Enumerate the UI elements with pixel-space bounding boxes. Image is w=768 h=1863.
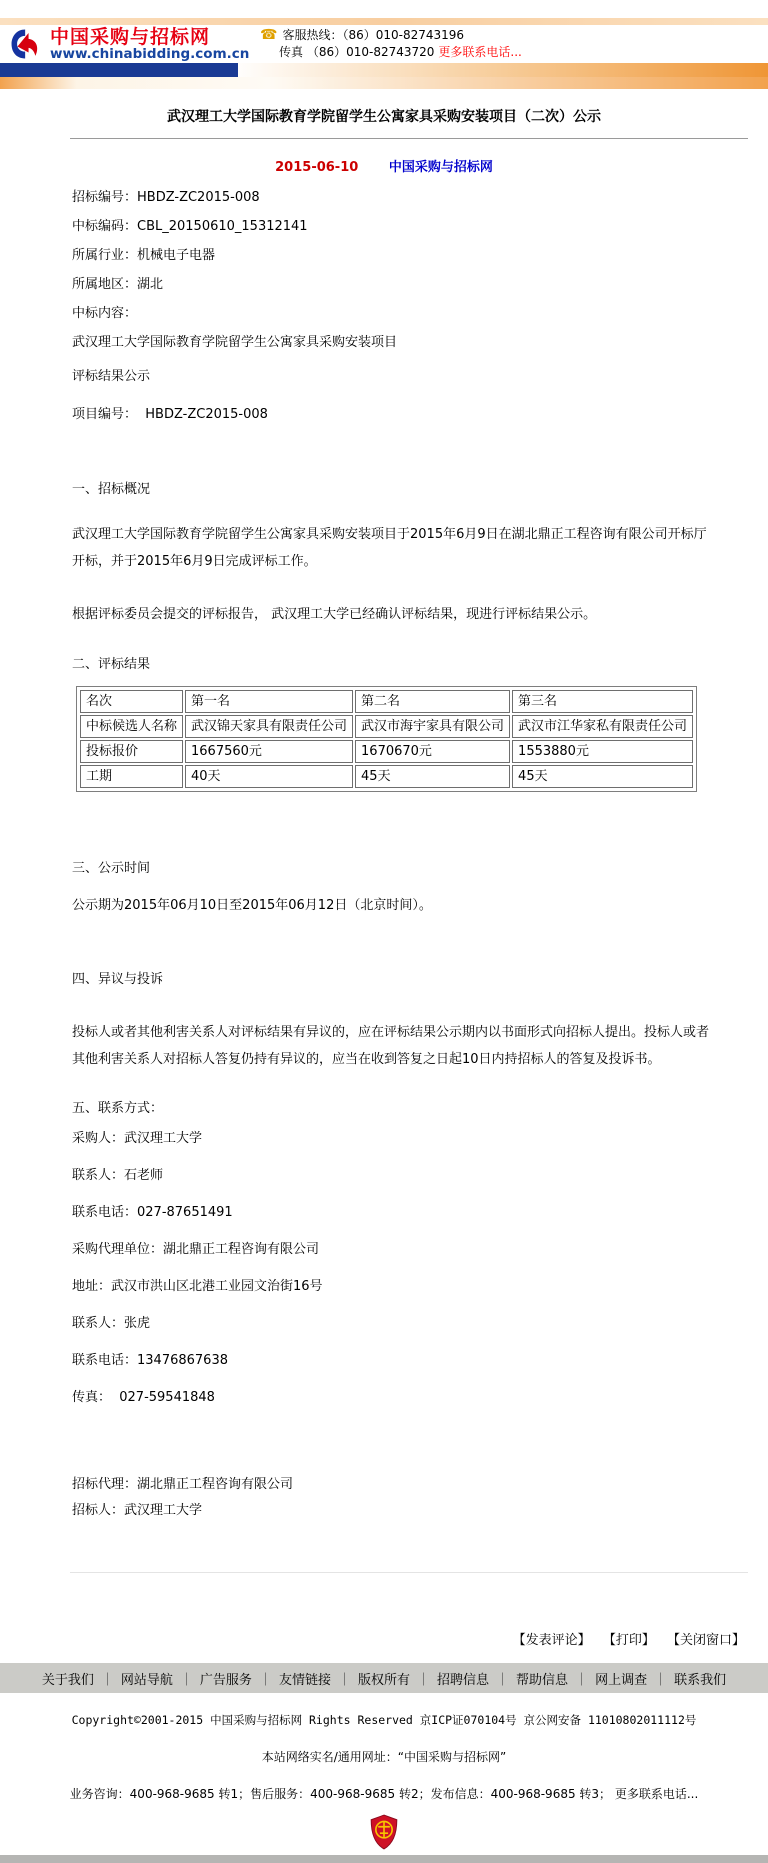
field-award-content-label: 中标内容：: [72, 306, 138, 321]
contact-person-2: 联系人：张虎: [72, 1316, 151, 1331]
footer-separator: ｜: [496, 1672, 510, 1688]
footer-separator: ｜: [337, 1672, 351, 1688]
footer-link-ads[interactable]: 广告服务: [199, 1672, 252, 1688]
footer-separator: ｜: [654, 1672, 668, 1688]
article-body: [72, 189, 712, 1520]
article-actions: [0, 1629, 745, 1648]
footer-separator: ｜: [100, 1672, 114, 1688]
footer-separator: ｜: [417, 1672, 431, 1688]
table-cell: 投标报价: [80, 740, 183, 763]
section-3-heading: 三、公示时间: [72, 861, 151, 876]
contact-phone-1: 联系电话：027-87651491: [72, 1205, 233, 1220]
section-5-heading: 五、联系方式：: [72, 1101, 164, 1116]
site-url: www.chinabidding.com.cn: [50, 45, 250, 62]
header-nav-band: [0, 63, 768, 77]
tenderee-line: 招标人：武汉理工大学: [72, 1503, 203, 1518]
footer-link-copyright[interactable]: 版权所有: [357, 1672, 410, 1688]
security-shield-badge-icon[interactable]: [370, 1814, 398, 1850]
site-logo[interactable]: [8, 25, 250, 62]
top-margin: [0, 0, 768, 18]
section-1-paragraph-2: 根据评标委员会提交的评标报告， 武汉理工大学已经确认评标结果，现进行评标结果公示。: [72, 607, 597, 622]
footer-link-contact[interactable]: 联系我们: [674, 1672, 727, 1688]
phone-icon: ☎: [260, 27, 278, 43]
service-phone-line: 业务咨询：400-968-9685 转1；售后服务：400-968-9685 转2；发布信息：400-968-9685 转3； 更多联系电话...: [69, 1787, 699, 1801]
table-row: [80, 740, 693, 763]
field-award-code: 中标编码：CBL_20150610_15312141: [72, 219, 308, 234]
table-cell: 1553880元: [512, 740, 693, 763]
table-row: [80, 690, 693, 713]
contact-phone-2: 联系电话：13476867638: [72, 1353, 228, 1368]
footer-link-friends[interactable]: 友情链接: [278, 1672, 331, 1688]
footer-link-sitemap[interactable]: 网站导航: [120, 1672, 173, 1688]
footer-link-jobs[interactable]: 招聘信息: [437, 1672, 490, 1688]
contact-person-1: 联系人：石老师: [72, 1168, 164, 1183]
section-4-heading: 四、异议与投诉: [72, 972, 164, 987]
site-logo-text: [50, 25, 250, 62]
contact-address: 地址：武汉市洪山区北港工业园文治街16号: [72, 1279, 323, 1294]
table-cell: 1670670元: [355, 740, 510, 763]
top-peach-strip: [0, 18, 768, 25]
footer-separator: ｜: [179, 1672, 193, 1688]
footer-link-about[interactable]: 关于我们: [41, 1672, 94, 1688]
section-1-heading: 一、招标概况: [72, 482, 151, 497]
publish-date: 2015-06-10: [275, 160, 359, 175]
site-logo-icon: [8, 27, 44, 61]
header-orange-band: [0, 77, 768, 89]
contact-fax: 传真： 027-59541848: [72, 1390, 215, 1405]
table-cell: 工期: [80, 765, 183, 788]
result-announcement-label: 评标结果公示: [72, 369, 151, 384]
print-button[interactable]: 【打印】: [602, 1633, 655, 1648]
table-cell: 第三名: [512, 690, 693, 713]
table-cell: 第一名: [185, 690, 353, 713]
site-header: [0, 25, 768, 63]
table-row: [80, 765, 693, 788]
header-contact-block: [260, 27, 522, 61]
copyright-line: Copyright©2001-2015 中国采购与招标网 Rights Reserved 京ICP证070104号 京公网安备 11010802011112号: [71, 1713, 697, 1727]
footer-link-help[interactable]: 帮助信息: [516, 1672, 569, 1688]
table-cell: 武汉市江华家私有限责任公司: [512, 715, 693, 738]
section-3-paragraph: 公示期为2015年06月10日至2015年06月12日（北京时间）。: [72, 898, 432, 913]
field-tender-no: 招标编号：HBDZ-ZC2015-008: [72, 190, 260, 205]
site-name: 中国采购与招标网: [50, 25, 211, 48]
evaluation-result-table-wrap: [76, 686, 697, 792]
header-blue-block: [0, 63, 238, 77]
table-cell: 1667560元: [185, 740, 353, 763]
project-number: 项目编号： HBDZ-ZC2015-008: [72, 407, 268, 422]
contact-agency: 采购代理单位：湖北鼎正工程咨询有限公司: [72, 1242, 320, 1257]
site-alias-line: 本站网络实名/通用网址：“中国采购与招标网”: [261, 1750, 507, 1764]
table-cell: 40天: [185, 765, 353, 788]
table-cell: 45天: [355, 765, 510, 788]
table-row: [80, 715, 693, 738]
post-comment-button[interactable]: 【发表评论】: [512, 1633, 591, 1648]
section-1-paragraph-1: 武汉理工大学国际教育学院留学生公寓家具采购安装项目于2015年6月9日在湖北鼎正工程咨询有限公司开标厅开标，并于2015年6月9日完成评标工作。: [72, 527, 707, 569]
source-site-link[interactable]: 中国采购与招标网: [388, 160, 493, 175]
contact-purchaser: 采购人：武汉理工大学: [72, 1131, 203, 1146]
evaluation-result-table: [78, 688, 695, 790]
close-window-button[interactable]: 【关闭窗口】: [666, 1633, 745, 1648]
fax-row: [260, 44, 522, 61]
footer-separator: ｜: [258, 1672, 272, 1688]
section-4-paragraph: 投标人或者其他利害关系人对评标结果有异议的，应在评标结果公示期内以书面形式向招标人提出。投标人或者其他利害关系人对招标人答复仍持有异议的，应当在收到答复之日起10日内持招标人的答复及投诉书。: [72, 1025, 710, 1067]
table-cell: 第二名: [355, 690, 510, 713]
table-cell: 武汉锦天家具有限责任公司: [185, 715, 353, 738]
project-name: 武汉理工大学国际教育学院留学生公寓家具采购安装项目: [72, 335, 398, 350]
footer-link-survey[interactable]: 网上调查: [595, 1672, 648, 1688]
field-region: 所属地区：湖北: [72, 277, 164, 292]
footer-nav: [0, 1663, 768, 1693]
title-divider: [70, 138, 748, 139]
more-phones-link[interactable]: 更多联系电话...: [438, 45, 522, 59]
section-2-heading: 二、评标结果: [72, 657, 151, 672]
page-title: 武汉理工大学国际教育学院留学生公寓家具采购安装项目（二次）公示: [167, 109, 601, 125]
table-cell: 武汉市海宇家具有限公司: [355, 715, 510, 738]
hotline-row: [260, 27, 522, 44]
table-cell: 45天: [512, 765, 693, 788]
bottom-gray-bar: [0, 1855, 768, 1863]
agency-line: 招标代理：湖北鼎正工程咨询有限公司: [72, 1477, 294, 1492]
field-industry: 所属行业：机械电子电器: [72, 248, 216, 263]
bottom-divider: [70, 1572, 748, 1573]
dateline: [0, 156, 768, 175]
table-cell: 名次: [80, 690, 183, 713]
fax-text: 传真 （86）010-82743720: [279, 45, 435, 59]
hotline-text: 客服热线：（86）010-82743196: [282, 28, 465, 42]
footer-badge: [0, 1814, 768, 1854]
footer-separator: ｜: [575, 1672, 589, 1688]
table-cell: 中标候选人名称: [80, 715, 183, 738]
